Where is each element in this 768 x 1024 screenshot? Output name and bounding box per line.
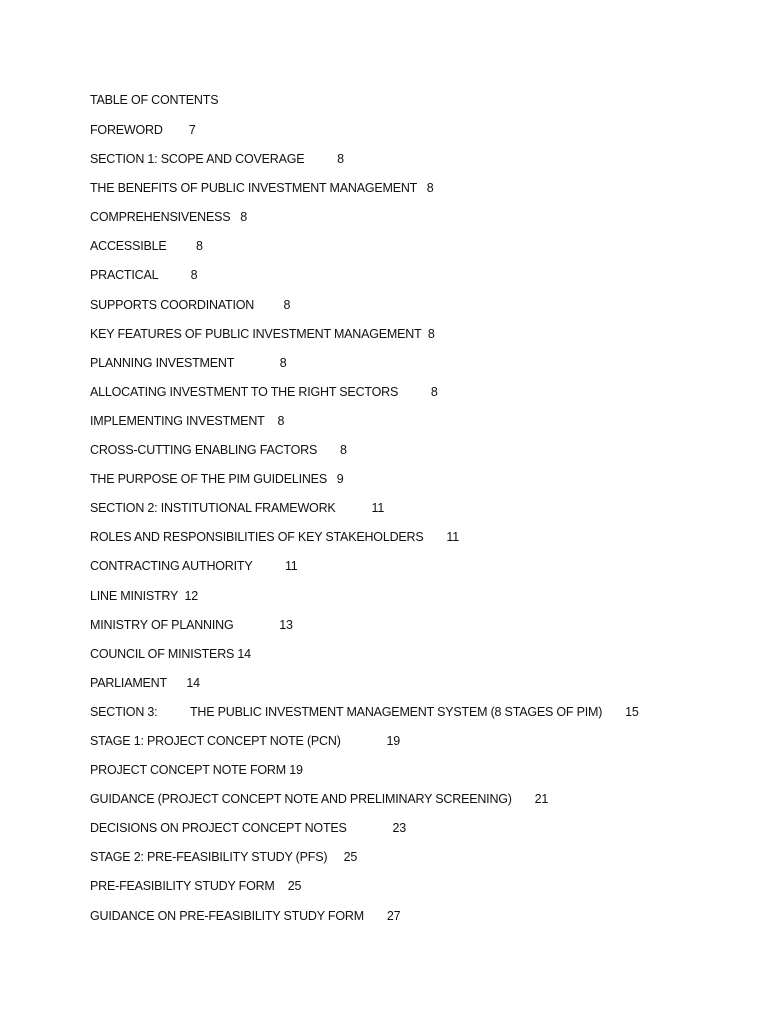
toc-entry: THE PURPOSE OF THE PIM GUIDELINES 9 <box>90 472 344 487</box>
toc-title: TABLE OF CONTENTS <box>90 93 219 107</box>
toc-entry: DECISIONS ON PROJECT CONCEPT NOTES 23 <box>90 821 406 836</box>
toc-entry: ROLES AND RESPONSIBILITIES OF KEY STAKEHOLDERS 11 <box>90 530 459 545</box>
toc-entry: GUIDANCE (PROJECT CONCEPT NOTE AND PRELIMINARY SCREENING) 21 <box>90 792 549 807</box>
toc-entry: COUNCIL OF MINISTERS 14 <box>90 646 251 661</box>
toc-entry: LINE MINISTRY 12 <box>90 588 198 603</box>
toc-entry: KEY FEATURES OF PUBLIC INVESTMENT MANAGEMENT 8 <box>90 326 435 341</box>
toc-entry: GUIDANCE ON PRE-FEASIBILITY STUDY FORM 27 <box>90 908 401 923</box>
toc-entry: PLANNING INVESTMENT 8 <box>90 355 287 370</box>
toc-entry: PROJECT CONCEPT NOTE FORM 19 <box>90 763 303 778</box>
toc-entry: IMPLEMENTING INVESTMENT 8 <box>90 413 285 428</box>
toc-entry: CONTRACTING AUTHORITY 11 <box>90 559 298 574</box>
toc-entry: COMPREHENSIVENESS 8 <box>90 210 247 225</box>
toc-entry: SUPPORTS COORDINATION 8 <box>90 297 291 312</box>
toc-entry: MINISTRY OF PLANNING 13 <box>90 617 293 632</box>
toc-entry: PARLIAMENT 14 <box>90 675 200 690</box>
toc-entry: SECTION 2: INSTITUTIONAL FRAMEWORK 11 <box>90 501 385 516</box>
toc-list <box>90 122 639 937</box>
toc-entry: ALLOCATING INVESTMENT TO THE RIGHT SECTORS 8 <box>90 384 438 399</box>
toc-entry: SECTION 3: THE PUBLIC INVESTMENT MANAGEMENT SYSTEM (8 STAGES OF PIM) 15 <box>90 704 639 719</box>
toc-entry: THE BENEFITS OF PUBLIC INVESTMENT MANAGEMENT 8 <box>90 181 434 196</box>
toc-entry: PRE-FEASIBILITY STUDY FORM 25 <box>90 879 302 894</box>
toc-entry: STAGE 2: PRE-FEASIBILITY STUDY (PFS) 25 <box>90 850 358 865</box>
toc-entry: FOREWORD 7 <box>90 123 196 137</box>
toc-entry: SECTION 1: SCOPE AND COVERAGE 8 <box>90 152 344 167</box>
toc-entry: CROSS-CUTTING ENABLING FACTORS 8 <box>90 443 347 458</box>
toc-entry: PRACTICAL 8 <box>90 268 198 283</box>
toc-entry: STAGE 1: PROJECT CONCEPT NOTE (PCN) 19 <box>90 733 400 748</box>
toc-entry: ACCESSIBLE 8 <box>90 239 203 254</box>
